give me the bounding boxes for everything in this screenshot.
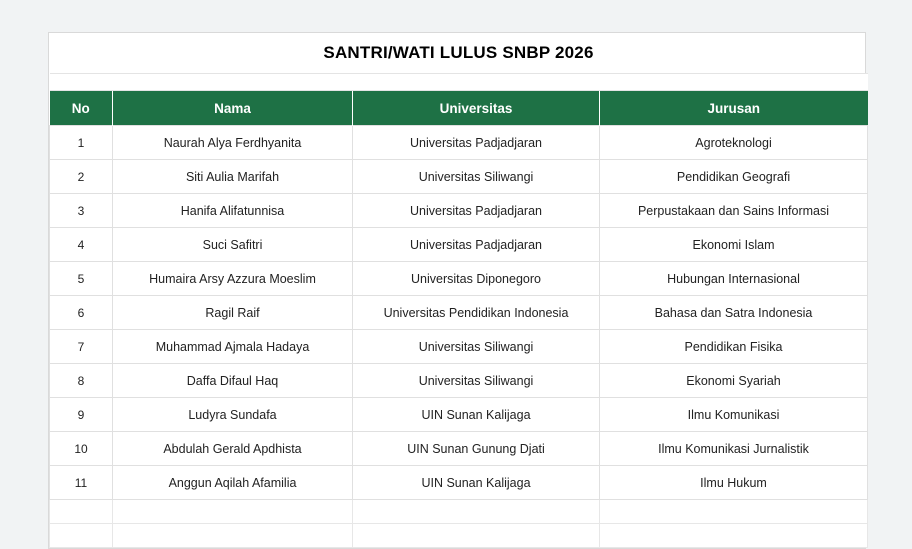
empty-cell	[113, 524, 353, 548]
table-row[interactable]	[50, 194, 868, 228]
cell-no: 4	[50, 228, 113, 262]
cell-universitas: UIN Sunan Kalijaga	[353, 466, 600, 500]
cell-no: 5	[50, 262, 113, 296]
cell-universitas: Universitas Padjadjaran	[353, 194, 600, 228]
cell-universitas: Universitas Pendidikan Indonesia	[353, 296, 600, 330]
cell-no: 10	[50, 432, 113, 466]
cell-universitas: UIN Sunan Kalijaga	[353, 398, 600, 432]
cell-jurusan: Ekonomi Islam	[600, 228, 868, 262]
cell-universitas: Universitas Siliwangi	[353, 330, 600, 364]
cell-jurusan: Ilmu Hukum	[600, 466, 868, 500]
cell-jurusan: Ilmu Komunikasi Jurnalistik	[600, 432, 868, 466]
table-row[interactable]	[50, 466, 868, 500]
column-header-jurusan: Jurusan	[600, 91, 868, 126]
empty-cell	[113, 500, 353, 524]
table-row[interactable]	[50, 126, 868, 160]
cell-universitas: Universitas Siliwangi	[353, 364, 600, 398]
cell-universitas: Universitas Padjadjaran	[353, 228, 600, 262]
cell-nama: Anggun Aqilah Afamilia	[113, 466, 353, 500]
column-header-nama: Nama	[113, 91, 353, 126]
table-row[interactable]	[50, 364, 868, 398]
cell-jurusan: Hubungan Internasional	[600, 262, 868, 296]
cell-jurusan: Ilmu Komunikasi	[600, 398, 868, 432]
column-header-universitas: Universitas	[353, 91, 600, 126]
cell-nama: Daffa Difaul Haq	[113, 364, 353, 398]
table-header-row	[50, 91, 868, 126]
empty-cell	[353, 524, 600, 548]
cell-nama: Abdulah Gerald Apdhista	[113, 432, 353, 466]
spacer-cell	[50, 74, 113, 91]
cell-nama: Hanifa Alifatunnisa	[113, 194, 353, 228]
cell-no: 1	[50, 126, 113, 160]
table-row[interactable]	[50, 160, 868, 194]
spreadsheet-sheet	[48, 32, 866, 549]
cell-nama: Humaira Arsy Azzura Moeslim	[113, 262, 353, 296]
cell-jurusan: Agroteknologi	[600, 126, 868, 160]
empty-row[interactable]	[50, 500, 868, 524]
cell-universitas: Universitas Padjadjaran	[353, 126, 600, 160]
table-row[interactable]	[50, 432, 868, 466]
cell-universitas: UIN Sunan Gunung Djati	[353, 432, 600, 466]
table-row[interactable]	[50, 228, 868, 262]
cell-jurusan: Bahasa dan Satra Indonesia	[600, 296, 868, 330]
table-row[interactable]	[50, 262, 868, 296]
column-header-no: No	[50, 91, 113, 126]
empty-cell	[353, 500, 600, 524]
cell-no: 3	[50, 194, 113, 228]
empty-cell	[50, 500, 113, 524]
table-row[interactable]	[50, 296, 868, 330]
cell-no: 7	[50, 330, 113, 364]
results-table	[49, 33, 868, 548]
cell-no: 11	[50, 466, 113, 500]
empty-cell	[600, 500, 868, 524]
table-title-row	[50, 33, 868, 74]
empty-cell	[600, 524, 868, 548]
cell-nama: Ragil Raif	[113, 296, 353, 330]
page-title: SANTRI/WATI LULUS SNBP 2026	[50, 33, 868, 74]
empty-cell	[50, 524, 113, 548]
cell-jurusan: Pendidikan Geografi	[600, 160, 868, 194]
cell-jurusan: Perpustakaan dan Sains Informasi	[600, 194, 868, 228]
cell-no: 6	[50, 296, 113, 330]
table-body	[50, 126, 868, 548]
cell-nama: Siti Aulia Marifah	[113, 160, 353, 194]
table-spacer-row	[50, 74, 868, 91]
cell-nama: Suci Safitri	[113, 228, 353, 262]
cell-universitas: Universitas Siliwangi	[353, 160, 600, 194]
cell-no: 8	[50, 364, 113, 398]
empty-row[interactable]	[50, 524, 868, 548]
cell-nama: Muhammad Ajmala Hadaya	[113, 330, 353, 364]
table-row[interactable]	[50, 330, 868, 364]
spacer-cell	[600, 74, 868, 91]
cell-nama: Ludyra Sundafa	[113, 398, 353, 432]
spacer-cell	[353, 74, 600, 91]
cell-no: 2	[50, 160, 113, 194]
cell-universitas: Universitas Diponegoro	[353, 262, 600, 296]
cell-nama: Naurah Alya Ferdhyanita	[113, 126, 353, 160]
cell-jurusan: Ekonomi Syariah	[600, 364, 868, 398]
cell-no: 9	[50, 398, 113, 432]
cell-jurusan: Pendidikan Fisika	[600, 330, 868, 364]
table-row[interactable]	[50, 398, 868, 432]
spacer-cell	[113, 74, 353, 91]
